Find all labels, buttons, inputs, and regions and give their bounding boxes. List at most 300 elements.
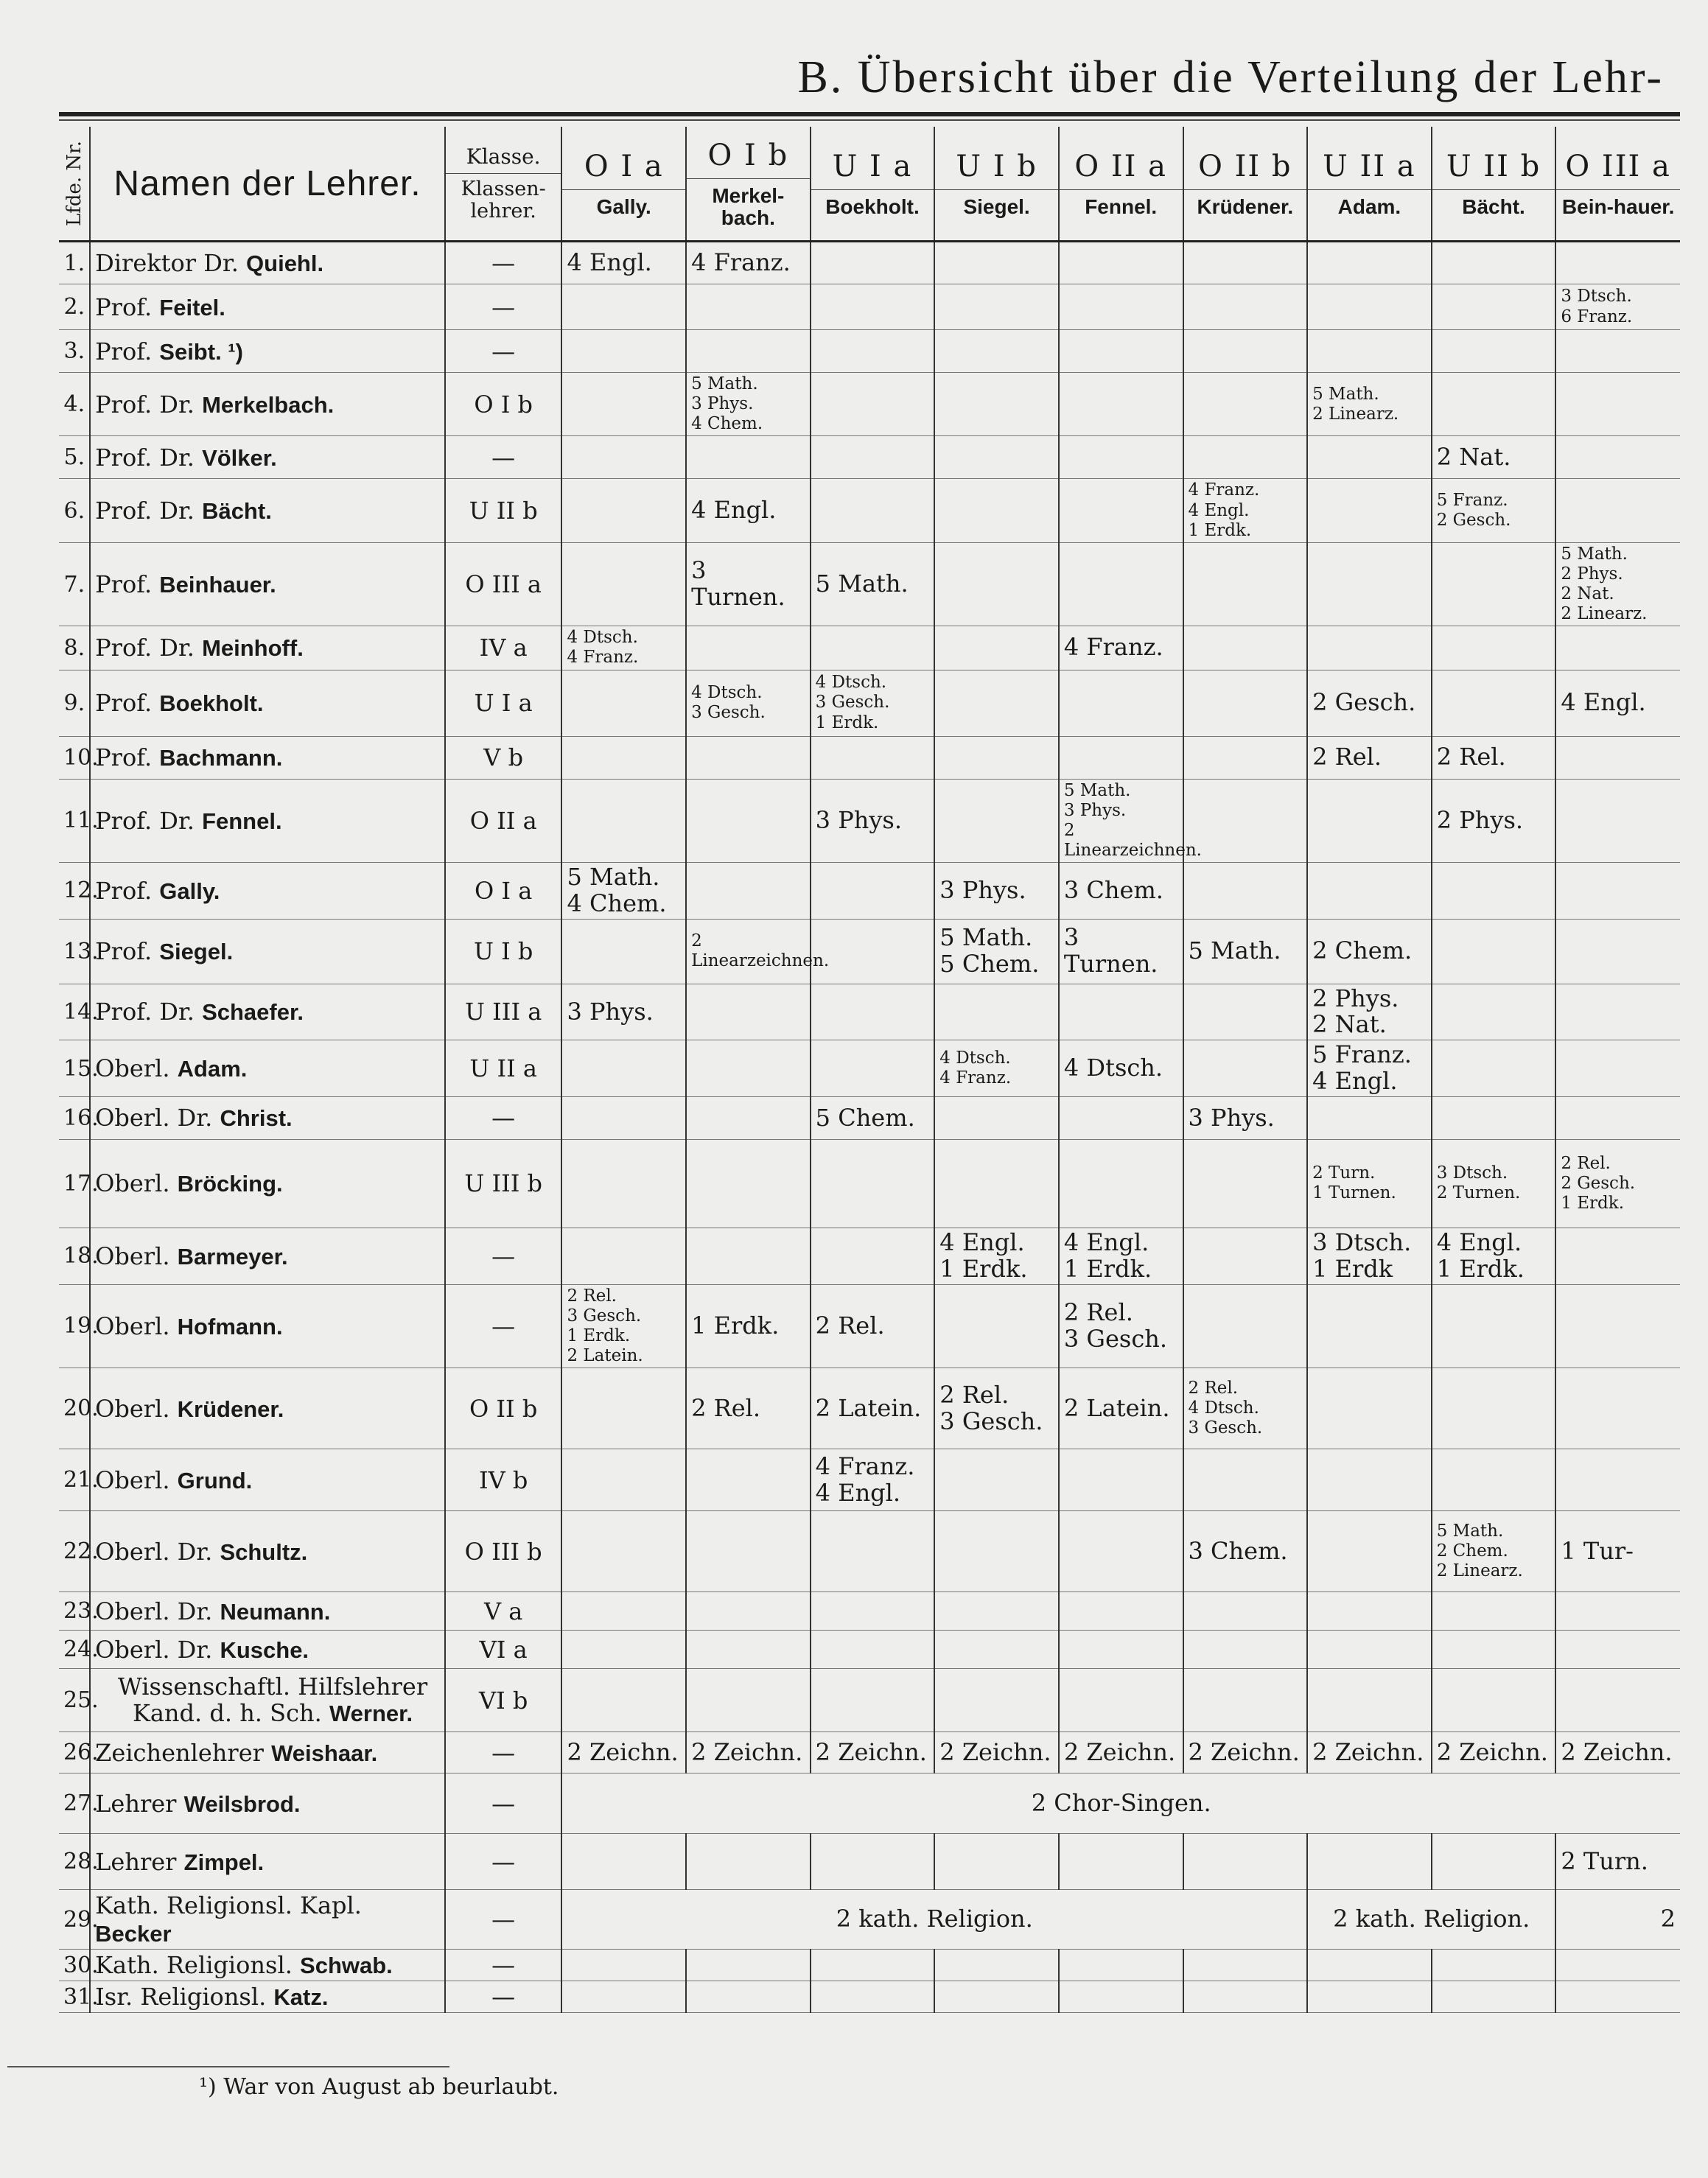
lesson-cell xyxy=(561,1834,686,1890)
lesson-cell: 2 kath. Religion. xyxy=(1307,1890,1555,1950)
lesson-cell xyxy=(1555,1669,1680,1732)
lesson-cell xyxy=(1059,984,1183,1040)
lesson-cell xyxy=(561,330,686,373)
table-row xyxy=(59,1732,1680,1773)
row-number: 4. xyxy=(59,373,90,436)
table-row xyxy=(59,1950,1680,1981)
teacher-name xyxy=(90,1139,445,1228)
lesson-cell: 2 Rel. 4 Dtsch. 3 Gesch. xyxy=(1183,1368,1308,1449)
lesson-cell: 4 Dtsch. xyxy=(1059,1040,1183,1097)
lesson-cell xyxy=(1183,736,1308,779)
teacher-title: Prof. Dr. xyxy=(95,390,203,419)
footnote-rule xyxy=(7,2066,449,2067)
lesson-cell: 2 xyxy=(1555,1890,1680,1950)
class-teacher-of: VI b xyxy=(445,1669,562,1732)
lesson-cell xyxy=(1555,479,1680,542)
lesson-cell: 3 Phys. xyxy=(811,779,935,863)
class-teacher-of: U II a xyxy=(445,1040,562,1097)
lesson-cell xyxy=(686,1139,811,1228)
teacher-title: Prof. Dr. xyxy=(95,998,203,1026)
row-number: 7. xyxy=(59,542,90,626)
table-row xyxy=(59,1773,1680,1834)
teacher-surname: Krüdener. xyxy=(177,1396,284,1422)
table-row xyxy=(59,1368,1680,1449)
row-number: 8. xyxy=(59,626,90,670)
teacher-name xyxy=(90,1511,445,1592)
class-teacher-of: — xyxy=(445,1228,562,1284)
teacher-surname: Schultz. xyxy=(220,1538,308,1565)
lesson-cell xyxy=(934,436,1059,479)
lesson-cell xyxy=(561,1368,686,1449)
teacher-title: Zeichenlehrer xyxy=(95,1738,272,1767)
teacher-title: Prof. Dr. xyxy=(95,806,203,835)
row-number: 22. xyxy=(59,1511,90,1592)
lesson-cell xyxy=(561,1981,686,2013)
class-teacher-of: U I a xyxy=(445,670,562,736)
teacher-surname: Siegel. xyxy=(159,939,234,965)
row-number: 28. xyxy=(59,1834,90,1890)
lesson-cell xyxy=(1059,542,1183,626)
teacher-title: Prof. xyxy=(95,570,160,598)
teacher-name xyxy=(90,436,445,479)
lesson-cell: 2 Rel. xyxy=(1432,736,1556,779)
lesson-cell xyxy=(561,1096,686,1139)
table-row xyxy=(59,984,1680,1040)
lesson-cell xyxy=(1432,1631,1556,1669)
lesson-cell: 2 Rel. 2 Gesch. 1 Erdk. xyxy=(1555,1139,1680,1228)
lesson-cell xyxy=(686,736,811,779)
lesson-cell: 5 Math. 3 Phys. 2 Linearzeichnen. xyxy=(1059,779,1183,863)
class-header: O I b Merkel-bach. xyxy=(686,127,811,242)
teacher-name xyxy=(90,1040,445,1097)
lesson-cell xyxy=(1555,626,1680,670)
lesson-cell: 4 Engl. xyxy=(561,242,686,284)
lesson-cell xyxy=(1183,670,1308,736)
teacher-name xyxy=(90,626,445,670)
table-row xyxy=(59,1228,1680,1284)
lesson-cell: 4 Engl. 1 Erdk. xyxy=(934,1228,1059,1284)
lesson-cell xyxy=(1059,436,1183,479)
lesson-cell xyxy=(811,736,935,779)
teacher-surname: Christ. xyxy=(220,1105,293,1132)
teacher-name xyxy=(90,1981,445,2013)
lesson-cell xyxy=(1183,1592,1308,1631)
teacher-title: Kath. Religionsl. xyxy=(95,1951,301,1980)
lesson-cell: 2 Rel. xyxy=(686,1368,811,1449)
lesson-cell xyxy=(561,542,686,626)
lesson-cell: 2 Zeichn. xyxy=(1307,1732,1432,1773)
lesson-cell xyxy=(811,373,935,436)
teacher-name xyxy=(90,330,445,373)
name-header: Namen der Lehrer. xyxy=(90,127,445,242)
lesson-cell xyxy=(1183,242,1308,284)
teacher-name xyxy=(90,242,445,284)
lesson-cell xyxy=(811,1139,935,1228)
teacher-title: Prof. xyxy=(95,337,160,365)
lesson-cell xyxy=(561,373,686,436)
lesson-cell xyxy=(1555,1040,1680,1097)
teacher-name xyxy=(90,373,445,436)
lesson-cell xyxy=(1432,330,1556,373)
lesson-cell: 2 Chor-Singen. xyxy=(561,1773,1680,1834)
lesson-cell xyxy=(561,1631,686,1669)
teacher-name xyxy=(90,779,445,863)
table-row xyxy=(59,330,1680,373)
table-row xyxy=(59,779,1680,863)
lesson-cell xyxy=(1555,1631,1680,1669)
row-number: 21. xyxy=(59,1449,90,1511)
lesson-cell xyxy=(1183,1284,1308,1368)
lesson-cell xyxy=(1307,1592,1432,1631)
lesson-cell xyxy=(811,863,935,920)
lesson-cell: 2 Linearzeichnen. xyxy=(686,919,811,984)
lesson-cell xyxy=(1307,1981,1432,2013)
row-number: 13. xyxy=(59,919,90,984)
lesson-cell xyxy=(1059,1631,1183,1669)
lesson-cell xyxy=(1432,670,1556,736)
teacher-title: Oberl. xyxy=(95,1169,178,1198)
teacher-surname: Beinhauer. xyxy=(159,572,276,598)
teacher-surname: Merkelbach. xyxy=(202,391,335,418)
lesson-cell: 2 Zeichn. xyxy=(1183,1732,1308,1773)
lesson-cell xyxy=(1059,1950,1183,1981)
class-teacher-of: U III a xyxy=(445,984,562,1040)
teacher-title: Oberl. xyxy=(95,1466,178,1494)
lesson-cell xyxy=(1307,779,1432,863)
lesson-cell xyxy=(934,330,1059,373)
lesson-cell xyxy=(934,1096,1059,1139)
table-row xyxy=(59,1511,1680,1592)
class-teacher-of: — xyxy=(445,1284,562,1368)
lesson-cell: 2 Zeichn. xyxy=(1059,1732,1183,1773)
lesson-cell: 2 Zeichn. xyxy=(1555,1732,1680,1773)
lesson-cell xyxy=(1307,284,1432,330)
lesson-cell xyxy=(811,1592,935,1631)
teacher-title: Oberl. xyxy=(95,1054,178,1083)
lesson-cell xyxy=(811,1950,935,1981)
lesson-cell xyxy=(934,1950,1059,1981)
row-number: 30. xyxy=(59,1950,90,1981)
lesson-cell: 3 Phys. xyxy=(934,863,1059,920)
lesson-cell xyxy=(1183,863,1308,920)
row-number: 26. xyxy=(59,1732,90,1773)
lesson-cell: 2 Zeichn. xyxy=(561,1732,686,1773)
lesson-cell xyxy=(561,1592,686,1631)
lesson-cell: 2 Zeichn. xyxy=(1432,1732,1556,1773)
class-header: U I a Boekholt. xyxy=(811,127,935,242)
teacher-title: Lehrer xyxy=(95,1789,184,1818)
lesson-cell xyxy=(1307,1449,1432,1511)
lesson-cell: 2 Rel. xyxy=(1307,736,1432,779)
lesson-cell: 2 Latein. xyxy=(1059,1368,1183,1449)
row-number: 9. xyxy=(59,670,90,736)
lesson-cell xyxy=(1432,626,1556,670)
teacher-name xyxy=(90,1890,445,1950)
class-header: O I a Gally. xyxy=(561,127,686,242)
lesson-cell xyxy=(1432,863,1556,920)
lesson-cell xyxy=(1432,1981,1556,2013)
lesson-cell xyxy=(1555,736,1680,779)
lesson-cell xyxy=(561,1228,686,1284)
class-teacher-of: IV a xyxy=(445,626,562,670)
teacher-surname: Weilsbrod. xyxy=(183,1790,301,1817)
teacher-surname: Zimpel. xyxy=(183,1849,265,1875)
lesson-cell xyxy=(1555,1592,1680,1631)
row-number: 18. xyxy=(59,1228,90,1284)
lesson-cell xyxy=(811,1228,935,1284)
teacher-title: Prof. xyxy=(95,743,160,771)
teacher-title: Prof. xyxy=(95,937,160,966)
row-number: 27. xyxy=(59,1773,90,1834)
lesson-cell xyxy=(1183,1449,1308,1511)
lesson-cell xyxy=(934,1981,1059,2013)
lesson-cell xyxy=(1555,330,1680,373)
lesson-cell xyxy=(686,284,811,330)
table-row xyxy=(59,373,1680,436)
lesson-cell xyxy=(1555,1368,1680,1449)
lesson-cell: 3 Dtsch. 6 Franz. xyxy=(1555,284,1680,330)
lesson-cell xyxy=(1555,919,1680,984)
class-teacher-of: — xyxy=(445,284,562,330)
teacher-title: Prof. xyxy=(95,876,160,905)
lesson-cell xyxy=(561,436,686,479)
teacher-surname: Hofmann. xyxy=(177,1313,283,1340)
lesson-cell xyxy=(1555,1096,1680,1139)
row-number: 19. xyxy=(59,1284,90,1368)
lesson-cell: 2 Phys. xyxy=(1432,779,1556,863)
table-row xyxy=(59,1592,1680,1631)
table-row xyxy=(59,919,1680,984)
lesson-cell xyxy=(811,1669,935,1732)
lesson-cell: 5 Math. 4 Chem. xyxy=(561,863,686,920)
lesson-cell xyxy=(1183,626,1308,670)
teacher-name xyxy=(90,1950,445,1981)
lesson-cell xyxy=(1059,242,1183,284)
table-row xyxy=(59,863,1680,920)
teacher-name xyxy=(90,1834,445,1890)
header-rule-thin xyxy=(59,119,1680,121)
class-teacher-of: O I a xyxy=(445,863,562,920)
lesson-cell: 4 Engl. 1 Erdk. xyxy=(1432,1228,1556,1284)
teacher-surname: Neumann. xyxy=(220,1598,331,1625)
lesson-cell xyxy=(561,670,686,736)
teacher-title: Oberl. xyxy=(95,1394,178,1423)
teacher-title: Oberl. xyxy=(95,1312,178,1340)
table-body xyxy=(59,242,1680,2013)
table-row xyxy=(59,1284,1680,1368)
lesson-cell xyxy=(1555,1284,1680,1368)
lesson-cell xyxy=(1555,1981,1680,2013)
teacher-surname: Seibt. ¹) xyxy=(159,338,243,365)
teacher-name xyxy=(90,863,445,920)
class-teacher-of: U II b xyxy=(445,479,562,542)
lesson-cell xyxy=(686,1449,811,1511)
lesson-cell xyxy=(934,1449,1059,1511)
lesson-cell xyxy=(1307,1669,1432,1732)
lesson-cell xyxy=(811,626,935,670)
lesson-cell xyxy=(1555,1950,1680,1981)
lesson-cell: 4 Dtsch. 4 Franz. xyxy=(561,626,686,670)
lesson-cell: 4 Franz. 4 Engl. 1 Erdk. xyxy=(1183,479,1308,542)
class-teacher-of: — xyxy=(445,436,562,479)
lesson-cell xyxy=(934,242,1059,284)
row-number: 17. xyxy=(59,1139,90,1228)
lesson-cell xyxy=(1059,1592,1183,1631)
teacher-title: Oberl. Dr. xyxy=(95,1597,220,1625)
lesson-cell: 3 Turnen. xyxy=(686,542,811,626)
teacher-name xyxy=(90,284,445,330)
row-number: 11. xyxy=(59,779,90,863)
page-title: B. Übersicht über die Verteilung der Lehr- xyxy=(797,52,1664,102)
lesson-cell xyxy=(1555,242,1680,284)
lesson-cell: 5 Math. 2 Chem. 2 Linearz. xyxy=(1432,1511,1556,1592)
teacher-surname: Bachmann. xyxy=(159,745,283,771)
table-row xyxy=(59,242,1680,284)
lesson-cell: 2 Phys. 2 Nat. xyxy=(1307,984,1432,1040)
lesson-cell xyxy=(811,1511,935,1592)
teacher-title: Prof. Dr. xyxy=(95,443,203,472)
lesson-cell xyxy=(686,1950,811,1981)
teacher-name xyxy=(90,479,445,542)
lesson-cell xyxy=(1555,373,1680,436)
lesson-cell: 2 Rel. 3 Gesch. xyxy=(934,1368,1059,1449)
lesson-cell: 5 Math. 2 Phys. 2 Nat. 2 Linearz. xyxy=(1555,542,1680,626)
teacher-title: Lehrer xyxy=(95,1847,184,1876)
lesson-cell xyxy=(1307,330,1432,373)
lesson-cell xyxy=(1183,284,1308,330)
lesson-cell xyxy=(1183,542,1308,626)
class-header: O III a Bein-hauer. xyxy=(1555,127,1680,242)
header-row xyxy=(59,127,1680,242)
class-teacher-of: — xyxy=(445,1773,562,1834)
teacher-surname: Werner. xyxy=(329,1700,413,1726)
table-row xyxy=(59,436,1680,479)
lesson-cell: 2 Zeichn. xyxy=(934,1732,1059,1773)
lesson-cell xyxy=(1432,1449,1556,1511)
lesson-cell xyxy=(934,1834,1059,1890)
row-number: 10. xyxy=(59,736,90,779)
teacher-name xyxy=(90,1096,445,1139)
lesson-cell: 4 Engl. xyxy=(1555,670,1680,736)
lesson-cell xyxy=(1183,1139,1308,1228)
lesson-cell xyxy=(1307,542,1432,626)
teacher-title: Direktor Dr. xyxy=(95,249,247,277)
lesson-cell xyxy=(1307,1284,1432,1368)
lesson-cell: 3 Phys. xyxy=(561,984,686,1040)
lesson-cell: 5 Math. 5 Chem. xyxy=(934,919,1059,984)
lesson-cell xyxy=(1307,863,1432,920)
lesson-cell xyxy=(1555,779,1680,863)
class-teacher-of: O I b xyxy=(445,373,562,436)
table-row xyxy=(59,284,1680,330)
lesson-cell xyxy=(811,984,935,1040)
table-row xyxy=(59,542,1680,626)
lesson-cell: 2 Zeichn. xyxy=(686,1732,811,1773)
teacher-surname: Schaefer. xyxy=(202,999,304,1026)
table-row xyxy=(59,1834,1680,1890)
lesson-cell xyxy=(934,1511,1059,1592)
lesson-cell xyxy=(686,436,811,479)
lesson-cell xyxy=(686,626,811,670)
lesson-cell: 4 Franz. 4 Engl. xyxy=(811,1449,935,1511)
lesson-cell xyxy=(934,479,1059,542)
table-row xyxy=(59,479,1680,542)
lesson-cell xyxy=(1432,1096,1556,1139)
teacher-title: Kath. Religionsl. Kapl. xyxy=(95,1891,362,1920)
lesson-cell xyxy=(934,779,1059,863)
lesson-cell: 2 Chem. xyxy=(1307,919,1432,984)
lesson-cell xyxy=(1059,670,1183,736)
teacher-surname: Boekholt. xyxy=(159,690,264,716)
class-teacher-of: IV b xyxy=(445,1449,562,1511)
class-header: O II a Fennel. xyxy=(1059,127,1183,242)
table-row xyxy=(59,1449,1680,1511)
table-row xyxy=(59,1890,1680,1950)
lesson-cell xyxy=(1555,863,1680,920)
teacher-surname: Schwab. xyxy=(300,1953,393,1979)
lesson-cell: 4 Dtsch. 3 Gesch. 1 Erdk. xyxy=(811,670,935,736)
lesson-cell xyxy=(1059,1981,1183,2013)
teacher-surname: Gally. xyxy=(159,878,220,904)
lesson-cell xyxy=(1183,436,1308,479)
teacher-title: Oberl. Dr. xyxy=(95,1537,220,1566)
lesson-cell xyxy=(1555,436,1680,479)
lesson-cell xyxy=(1307,1511,1432,1592)
teacher-name xyxy=(90,1773,445,1834)
lesson-cell xyxy=(686,1228,811,1284)
row-number: 25. xyxy=(59,1669,90,1732)
lesson-cell xyxy=(686,1511,811,1592)
lesson-cell xyxy=(1307,1368,1432,1449)
teacher-name xyxy=(90,919,445,984)
lesson-cell xyxy=(686,1981,811,2013)
lesson-cell xyxy=(811,1631,935,1669)
teacher-name xyxy=(90,1669,445,1732)
table-row xyxy=(59,1981,1680,2013)
lesson-cell xyxy=(1059,736,1183,779)
lesson-cell xyxy=(1183,1228,1308,1284)
lesson-cell xyxy=(1059,1139,1183,1228)
lesson-cell: 4 Engl. xyxy=(686,479,811,542)
lesson-cell: 3 Turnen. xyxy=(1059,919,1183,984)
footnote: ¹) War von August ab beurlaubt. xyxy=(199,2074,559,2100)
lesson-cell xyxy=(934,1592,1059,1631)
lesson-cell xyxy=(1183,1981,1308,2013)
class-teacher-of: O II b xyxy=(445,1368,562,1449)
lesson-cell: 2 Nat. xyxy=(1432,436,1556,479)
class-header: U II a Adam. xyxy=(1307,127,1432,242)
lesson-cell: 2 Turn. xyxy=(1555,1834,1680,1890)
lesson-cell xyxy=(1183,1631,1308,1669)
class-teacher-of: V b xyxy=(445,736,562,779)
lesson-cell xyxy=(561,1669,686,1732)
lesson-cell xyxy=(1183,1040,1308,1097)
teacher-surname: Bächt. xyxy=(202,498,272,525)
row-number: 31. xyxy=(59,1981,90,2013)
row-number: 2. xyxy=(59,284,90,330)
lesson-cell xyxy=(561,284,686,330)
lesson-cell xyxy=(811,1981,935,2013)
lesson-cell xyxy=(1432,919,1556,984)
lesson-cell xyxy=(561,919,686,984)
lesson-cell xyxy=(1059,1096,1183,1139)
header-rule xyxy=(59,112,1680,116)
lesson-cell: 2 Rel. 3 Gesch. xyxy=(1059,1284,1183,1368)
row-number: 12. xyxy=(59,863,90,920)
table-row xyxy=(59,1669,1680,1732)
lesson-cell xyxy=(934,1669,1059,1732)
lesson-cell: 4 Dtsch. 4 Franz. xyxy=(934,1040,1059,1097)
